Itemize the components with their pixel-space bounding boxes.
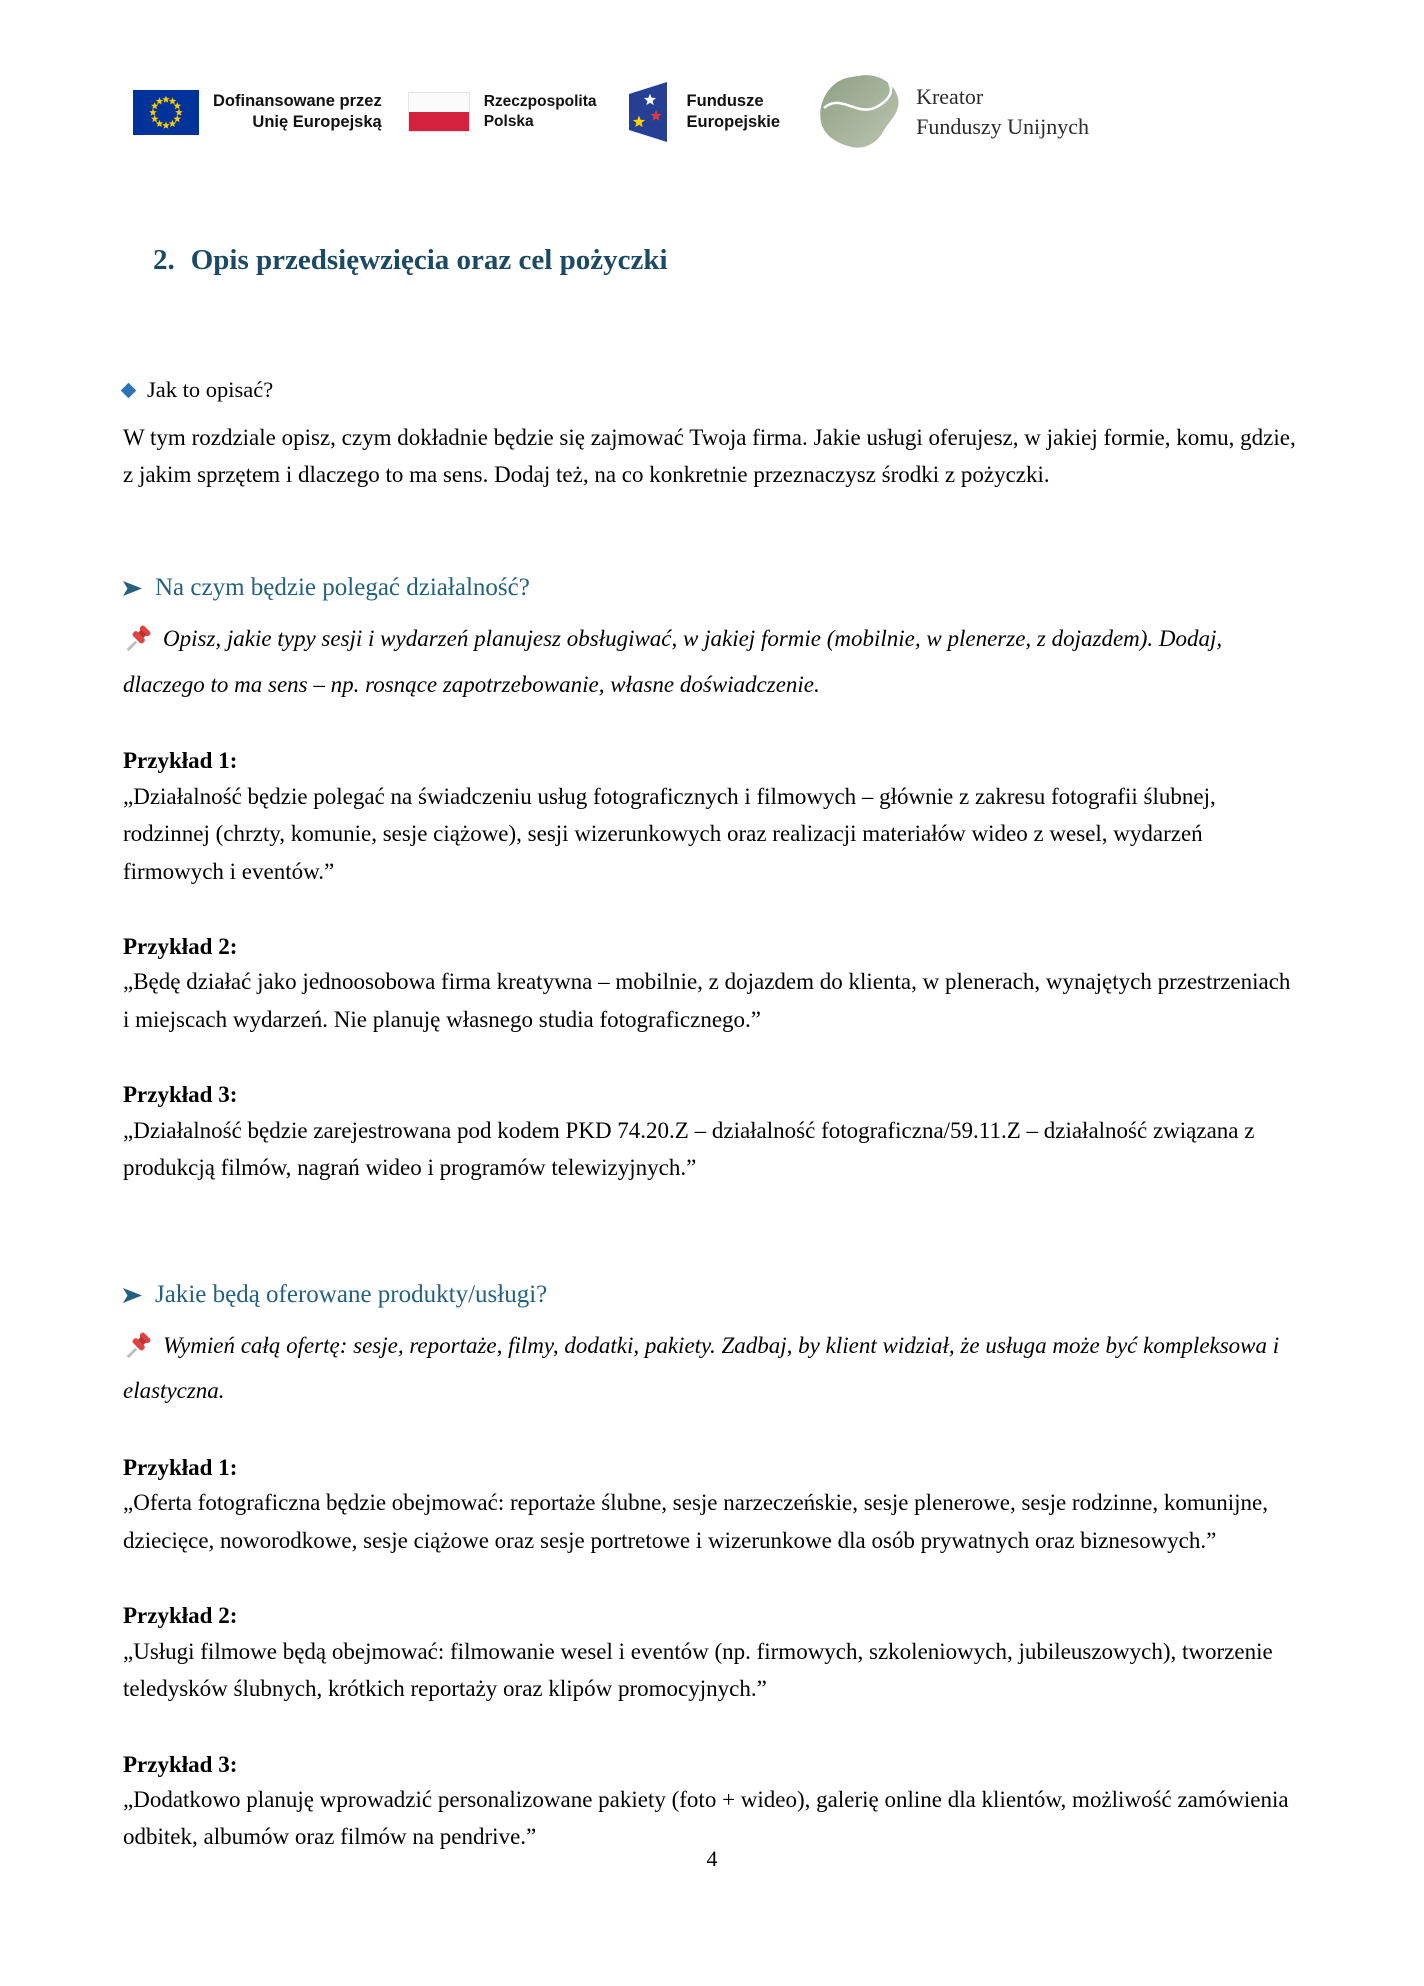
arrow-right-icon (123, 581, 142, 596)
title-text: Opis przedsięwzięcia oraz cel pożyczki (190, 244, 668, 276)
example-text: „Usługi filmowe będą obejmować: filmowanie wesel i eventów (np. firmowych, szkoleniowych, jubileuszowych), tworzenie teledysków ślubnych, krótkich reportaży oraz klipów promocyjnych.” (123, 1638, 1273, 1702)
kreator-line2: Funduszy Unijnych (916, 114, 1090, 139)
page-title (153, 244, 1300, 277)
example-label: Przykład 2: (123, 934, 238, 960)
kreator-label (916, 82, 1089, 141)
poland-label (484, 92, 597, 132)
kreator-logo (818, 74, 1089, 150)
poland-line2: Polska (483, 113, 534, 130)
example-label: Przykład 3: (123, 1751, 238, 1777)
european-funds-logo (623, 80, 781, 144)
example-block (123, 744, 1300, 890)
eu-funding-logo (133, 90, 382, 135)
example-label: Przykład 1: (123, 748, 238, 774)
example-block (123, 930, 1300, 1038)
section-products-tip (123, 1327, 1300, 1411)
poland-logo (408, 92, 597, 132)
european-funds-line2: Europejskie (686, 113, 781, 131)
section-products-heading (123, 1281, 1300, 1309)
european-funds-line1: Fundusze (686, 91, 764, 110)
example-text: „Dodatkowo planuję wprowadzić personalizowane pakiety (foto + wideo), galerię online dla klientów, możliwość zamówienia odbitek, albumów oraz filmów na pendrive.” (123, 1786, 1289, 1850)
section-activity-tip (123, 620, 1300, 704)
example-text: „Działalność będzie polegać na świadczeniu usług fotograficznych i filmowych – głównie z zakresu fotografii ślubnej, rodzinnej (chrzty, komunie, sesje ciążowe), sesji wizerunkowych oraz realizacji materiałów wideo z wesel, wydarzeń firmowych i eventów.” (123, 783, 1216, 884)
section-activity-heading-label: Na czym będzie polegać działalność? (155, 573, 530, 601)
example-label: Przykład 1: (123, 1454, 238, 1480)
eu-funding-line1: Dofinansowane przez (213, 91, 382, 110)
diamond-bullet-icon (121, 382, 137, 398)
eu-funding-line2: Unię Europejską (252, 113, 382, 131)
example-block (123, 1748, 1300, 1856)
section-products-heading-label: Jakie będą oferowane produkty/usługi? (155, 1280, 548, 1308)
pushpin-icon (123, 1330, 153, 1373)
pushpin-icon (123, 623, 153, 666)
document-body (0, 244, 1424, 1856)
example-text: „Oferta fotograficzna będzie obejmować: reportaże ślubne, sesje narzeczeńskie, sesje plenerowe, sesje rodzinne, komunijne, dziecięce, noworodkowe, sesje ciążowe oraz sesje portretowe i wizerunkowe dla osób prywatnych oraz biznesowych.” (123, 1490, 1269, 1553)
intro-question-label: Jak to opisać? (147, 377, 274, 402)
example-block (123, 1599, 1300, 1707)
eu-funding-label (213, 91, 382, 134)
kreator-line1: Kreator (916, 84, 984, 110)
kreator-leaf-icon (818, 74, 902, 150)
section-activity (123, 574, 1300, 1187)
eu-flag-icon (133, 90, 199, 135)
poland-line1: Rzeczpospolita (483, 92, 597, 110)
intro-question (123, 377, 1300, 403)
poland-flag-icon (408, 92, 470, 132)
section-activity-heading (123, 574, 1300, 602)
example-text: „Będę działać jako jednoosobowa firma kreatywna – mobilnie, z dojazdem do klienta, w plenerach, wynajętych przestrzeniach i miejscach wydarzeń. Nie planuję własnego studia fotograficznego.” (123, 969, 1291, 1032)
example-label: Przykład 3: (123, 1082, 238, 1108)
section-activity-tip-text: Opisz, jakie typy sesji i wydarzeń planujesz obsługiwać, w jakiej formie (mobilnie, w plenerze, z dojazdem). Dodaj, dlaczego to ma sens – np. rosnące zapotrzebowanie, własne doświadczenie. (123, 625, 1223, 697)
intro-paragraph: W tym rozdziale opisz, czym dokładnie będzie się zajmować Twoja firma. Jakie usługi oferujesz, w jakiej formie, komu, gdzie, z jakim sprzętem i dlaczego to ma sens. Dodaj też, na co konkretnie przeznaczysz środki z pożyczki. (123, 425, 1296, 488)
example-label: Przykład 2: (123, 1603, 238, 1629)
logo-header (0, 0, 1424, 150)
example-text: „Działalność będzie zarejestrowana pod kodem PKD 74.20.Z – działalność fotograficzna/59.11.Z – działalność związana z produkcją filmów, nagrań wideo i programów telewizyjnych.” (123, 1117, 1255, 1181)
arrow-right-icon (123, 1288, 142, 1303)
example-block (123, 1078, 1300, 1186)
example-block (123, 1451, 1300, 1559)
section-products-tip-text: Wymień całą ofertę: sesje, reportaże, filmy, dodatki, pakiety. Zadbaj, by klient widział, że usługa może być kompleksowa i elastyczna. (123, 1332, 1280, 1404)
section-products (123, 1281, 1300, 1856)
european-funds-icon (623, 80, 673, 144)
title-number: 2. (153, 244, 175, 276)
page-number: 4 (706, 1846, 718, 1871)
european-funds-label (687, 91, 781, 134)
